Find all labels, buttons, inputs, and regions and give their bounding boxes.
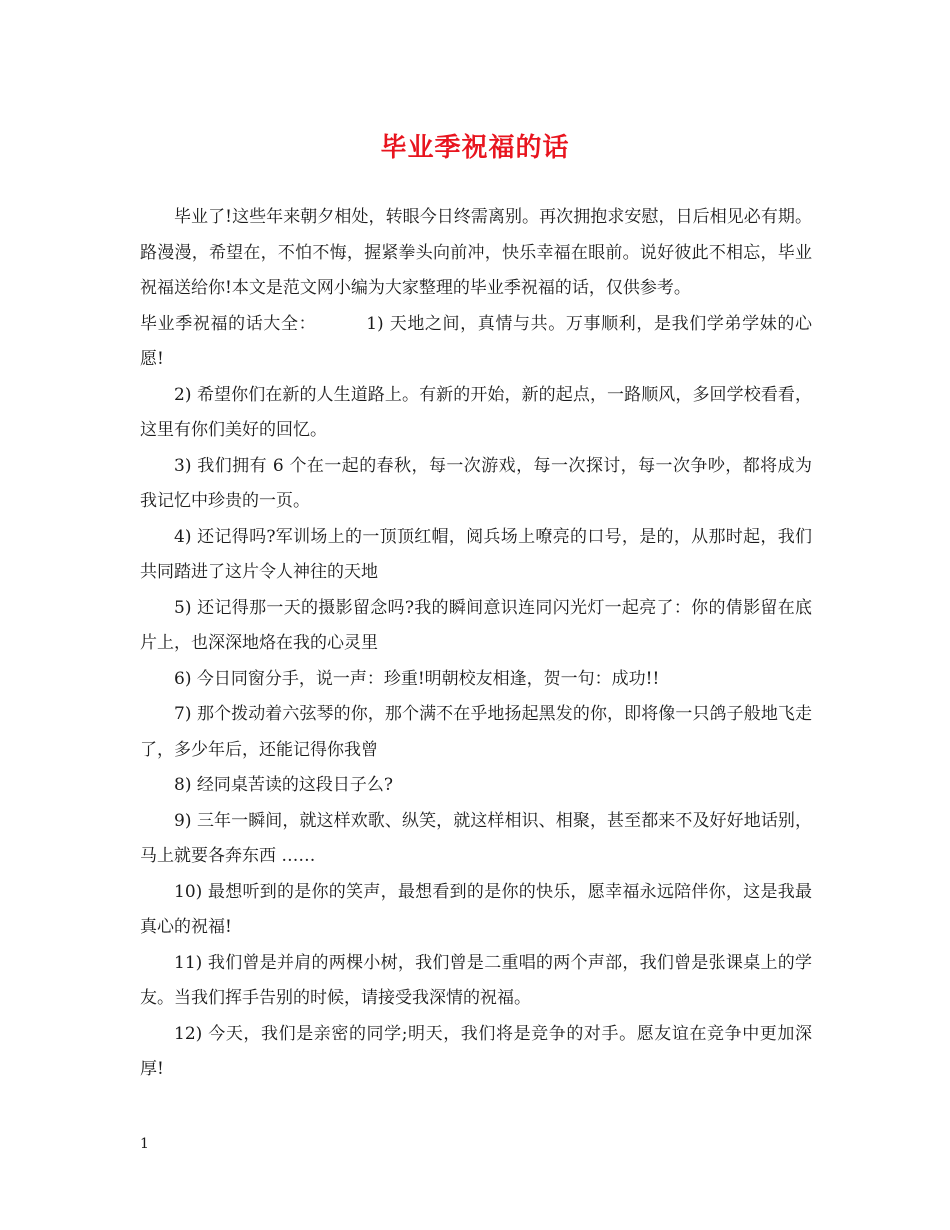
list-heading-paragraph — [140, 307, 812, 378]
list-item-3: 3) 我们拥有 6 个在一起的春秋，每一次游戏，每一次探讨，每一次争吵，都将成为我记忆中珍贵的一页。 — [140, 455, 812, 511]
list-item-9: 9) 三年一瞬间，就这样欢歌、纵笑，就这样相识、相聚，甚至都来不及好好地话别，马上就要各奔东西 …… — [140, 810, 812, 866]
list-heading: 毕业季祝福的话大全： — [140, 313, 317, 334]
list-item-6: 6) 今日同窗分手，说一声：珍重!明朝校友相逢，贺一句：成功!! — [174, 668, 660, 689]
list-item-12: 12) 今天，我们是亲密的同学;明天，我们将是竞争的对手。愿友谊在竞争中更加深厚! — [140, 1023, 812, 1079]
list-item-5: 5) 还记得那一天的摄影留念吗?我的瞬间意识连同闪光灯一起亮了：你的倩影留在底片上，也深深地烙在我的心灵里 — [140, 597, 812, 653]
list-item-1: 1) 天地之间，真情与共。万事顺利，是我们学弟学妹的心愿! — [140, 313, 812, 369]
list-item-8: 8) 经同桌苦读的这段日子么? — [174, 775, 393, 795]
list-item-11: 11) 我们曾是并肩的两棵小树，我们曾是二重唱的两个声部，我们曾是张课桌上的学友。当我们挥手告别的时候，请接受我深情的祝福。 — [140, 952, 812, 1008]
page-number: 1 — [140, 1136, 149, 1152]
document-body — [140, 200, 812, 1088]
list-item-10: 10) 最想听到的是你的笑声，最想看到的是你的快乐，愿幸福永远陪伴你，这是我最真心的祝福! — [140, 881, 812, 937]
list-item-2: 2) 希望你们在新的人生道路上。有新的开始，新的起点，一路顺风，多回学校看看，这里有你们美好的回忆。 — [140, 384, 812, 440]
intro-paragraph: 毕业了!这些年来朝夕相处，转眼今日终需离别。再次拥抱求安慰，日后相见必有期。路漫漫，希望在，不怕不悔，握紧拳头向前冲，快乐幸福在眼前。说好彼此不相忘，毕业祝福送给你!本文是范文网小编为大家整理的毕业季祝福的话，仅供参考。 — [140, 207, 812, 298]
list-item-7: 7) 那个拨动着六弦琴的你，那个满不在乎地扬起黑发的你，即将像一只鸽子般地飞走了，多少年后，还能记得你我曾 — [140, 704, 812, 760]
list-item-4: 4) 还记得吗?军训场上的一顶顶红帽，阅兵场上嘹亮的口号，是的，从那时起，我们共同踏进了这片令人神往的天地 — [140, 526, 812, 582]
document-title: 毕业季祝福的话 — [380, 133, 570, 163]
